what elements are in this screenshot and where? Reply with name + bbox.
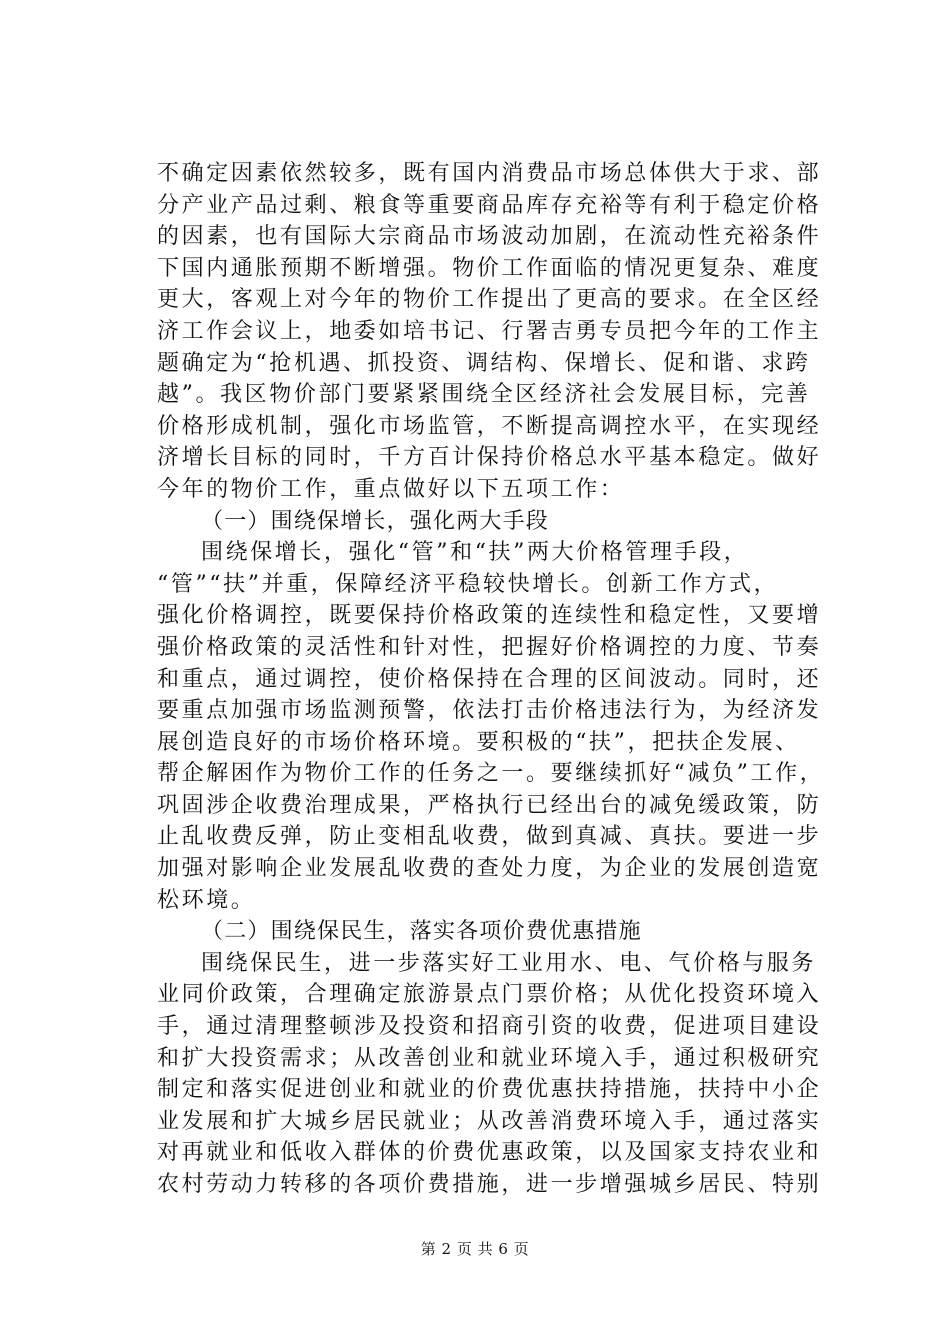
text-line: 加强对影响企业发展乱收费的查处力度，为企业的发展创造宽: [157, 856, 822, 882]
section-heading: [157, 916, 837, 948]
text-line: 手，通过清理整顿涉及投资和招商引资的收费，促进项目建设: [157, 1014, 822, 1040]
text-line: 强价格政策的灵活性和针对性，把握好价格调控的力度、节奏: [157, 634, 822, 660]
text-line: 和扩大投资需求；从改善创业和就业环境入手，通过积极研究: [157, 1045, 822, 1071]
text-line: 松环境。: [157, 887, 256, 913]
text-line: 今年的物价工作，重点做好以下五项工作：: [157, 476, 625, 502]
text-line: 要重点加强市场监测预警，依法打击价格违法行为，为经济发: [157, 698, 822, 724]
text-line: 分产业产品过剩、粮食等重要商品库存充裕等有利于稳定价格: [157, 192, 822, 218]
text-line: 止乱收费反弹，防止变相乱收费，做到真减、真扶。要进一步: [157, 824, 822, 850]
text-line: 围绕保民生，进一步落实好工业用水、电、气价格与服务: [201, 950, 817, 976]
paragraph: [157, 158, 837, 506]
text-line: 强化价格调控，既要保持价格政策的连续性和稳定性，又要增: [157, 603, 822, 629]
heading-text: （一）围绕保增长，强化两大手段: [201, 508, 550, 534]
text-line: 农村劳动力转移的各项价费措施，进一步增强城乡居民、特别: [157, 1172, 822, 1197]
text-line: 济工作会议上，地委如培书记、行署吉勇专员把今年的工作主: [157, 318, 822, 344]
text-line: 制定和落实促进创业和就业的价费优惠扶持措施，扶持中小企: [157, 1077, 822, 1103]
text-line: 业发展和扩大城乡居民就业；从改善消费环境入手，通过落实: [157, 1108, 822, 1134]
text-line: 价格形成机制，强化市场监管，不断提高调控水平，在实现经: [157, 413, 822, 439]
text-line: 围绕保增长，强化“管”和“扶”两大价格管理手段，: [201, 540, 749, 566]
text-line: 业同价政策，合理确定旅游景点门票价格；从优化投资环境入: [157, 982, 822, 1008]
text-line: 不确定因素依然较多，既有国内消费品市场总体供大于求、部: [157, 161, 822, 186]
text-line: 越”。我区物价部门要紧紧围绕全区经济社会发展目标，完善: [157, 382, 811, 408]
text-line: 对再就业和低收入群体的价费优惠政策，以及国家支持农业和: [157, 1140, 822, 1166]
text-line: 的因素，也有国际大宗商品市场波动加剧，在流动性充裕条件: [157, 224, 822, 250]
heading-text: （二）围绕保民生，落实各项价费优惠措施: [201, 919, 642, 945]
page-footer: 第 2 页 共 6 页: [420, 1240, 530, 1258]
text-line: 济增长目标的同时，千方百计保持价格总水平基本稳定。做好: [157, 445, 822, 471]
text-line: 和重点，通过调控，使价格保持在合理的区间波动。同时，还: [157, 666, 822, 692]
paragraph: [157, 948, 837, 1201]
text-line: 下国内通胀预期不断增强。物价工作面临的情况更复杂、难度: [157, 255, 822, 281]
text-line: 巩固涉企收费治理成果，严格执行已经出台的减免缓政策，防: [157, 792, 822, 818]
paragraph: [157, 537, 837, 916]
document-body: [157, 158, 837, 1201]
text-line: 题确定为“抢机遇、抓投资、调结构、保增长、促和谐、求跨: [157, 350, 811, 376]
text-line: 帮企解困作为物价工作的任务之一。要继续抓好“减负”工作，: [157, 761, 825, 787]
text-line: 更大，客观上对今年的物价工作提出了更高的要求。在全区经: [157, 287, 822, 313]
text-line: “管”“扶”并重，保障经济平稳较快增长。创新工作方式，: [157, 571, 779, 597]
section-heading: [157, 506, 837, 538]
text-line: 展创造良好的市场价格环境。要积极的“扶”，把扶企发展、: [157, 729, 800, 755]
